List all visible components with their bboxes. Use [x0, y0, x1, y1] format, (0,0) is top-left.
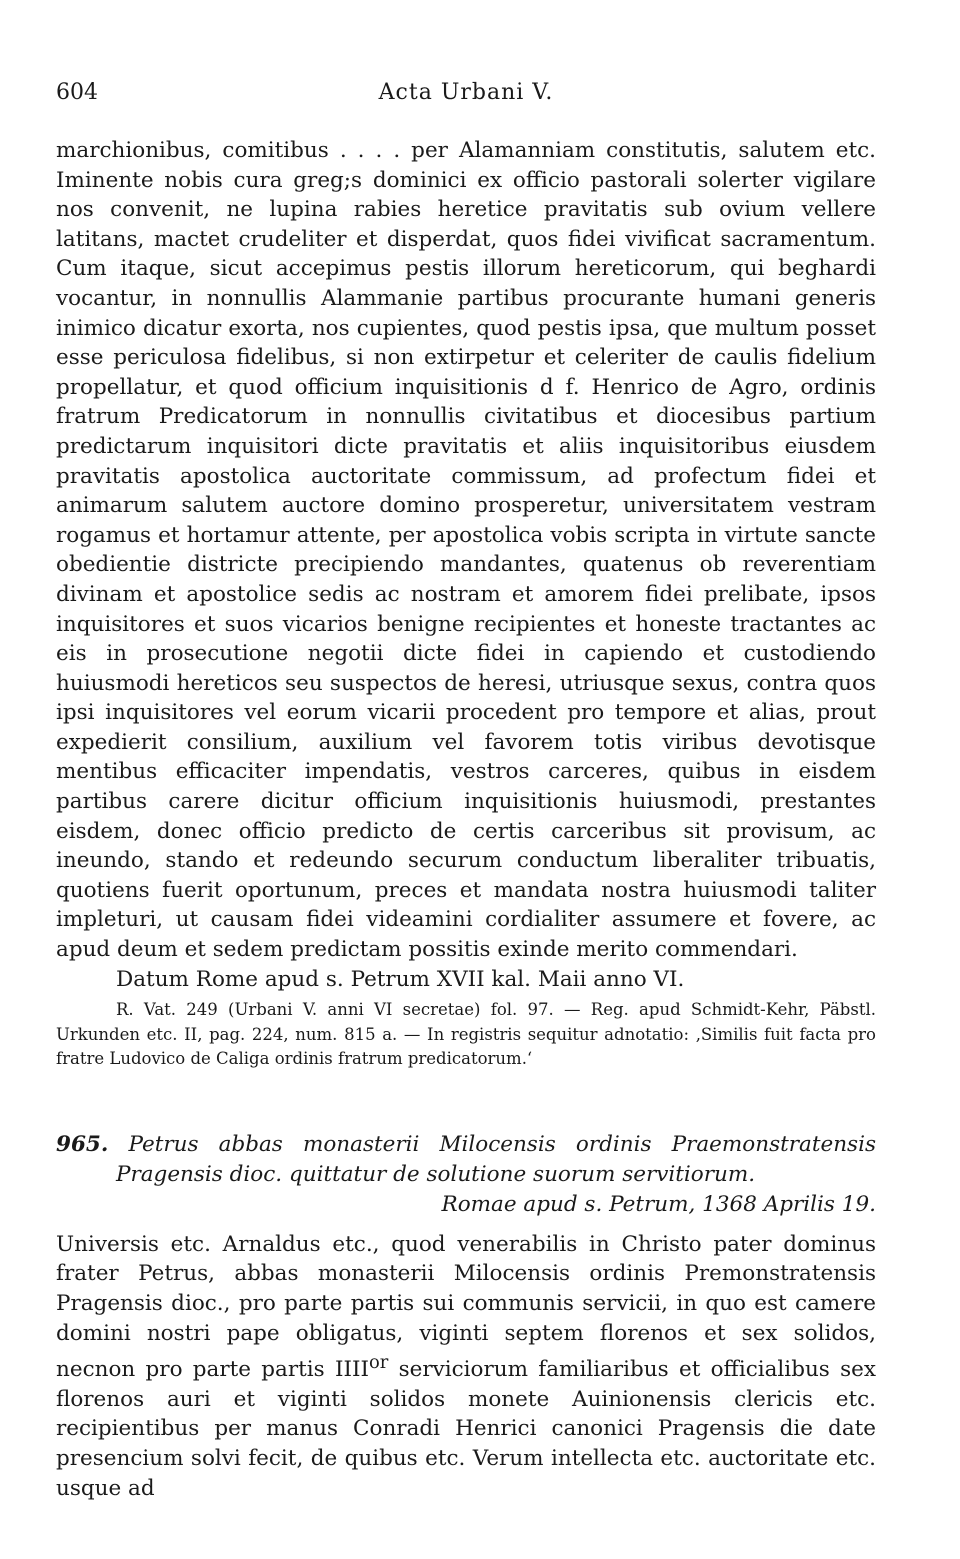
document-964-datum: Datum Rome apud s. Petrum XVII kal. Maii anno VI. [116, 966, 685, 992]
page-body [56, 136, 876, 1503]
document-965-date: Romae apud s. Petrum, 1368 Aprilis 19. [441, 1191, 876, 1217]
document-965-text-part1: Universis etc. Arnaldus etc., quod venerabilis in Christo pater dominus frater Petrus, abbas monasterii Milocensis ordinis Premonstratensis Pragensis dioc., pro parte partis sui communis servicii, in quo est camere domini nostri pape obligatus, viginti septem florenos et sex solidos, necnon pro parte partis IIII [56, 1231, 876, 1383]
document-965-superscript: or [368, 1352, 389, 1374]
document-965-text-part2: serviciorum familiaribus et officialibus sex florenos auri et viginti solidos monete Auinionensis clericis etc. recipientibus per manus Conradi Henrici canonici Pragensis die date presencium solvi fecit, de quibus etc. Verum intellecta etc. auctoritate etc. usque ad [56, 1357, 876, 1501]
document-965-heading [56, 1130, 876, 1190]
document-965-text [56, 1230, 876, 1504]
running-head [56, 80, 876, 114]
page-number: 604 [56, 80, 98, 105]
document-965-number: 965. [56, 1131, 109, 1157]
document-964-source-note: R. Vat. 249 (Urbani V. anni VI secretae) fol. 97. — Reg. apud Schmidt-Kehr, Päbstl. Urkunden etc. II, pag. 224, num. 815 a. — In registris sequitur adnotatio: ‚Similis fuit facta pro fratre Ludovico de Caliga ordinis fratrum predicatorum.‘ [56, 1000, 876, 1069]
running-title: Acta Urbani V. [378, 80, 554, 105]
document-965-heading-text: Petrus abbas monasterii Milocensis ordinis Praemonstratensis Pragensis dioc. quittatur de solutione suorum servitiorum. [116, 1131, 876, 1187]
document-964-text: marchionibus, comitibus . . . . per Alamanniam constitutis, salutem etc. Iminente nobis cura greg;s dominici ex officio pastorali solerter vigilare nos convenit, ne lupina rabies heretice pravitatis sub ovium vellere latitans, mactet crudeliter et disperdat, quos fidei vivificat sacramentum. Cum itaque, sicut accepimus pestis illorum hereticorum, qui beghardi vocantur, in nonnullis Alammanie partibus procurante humani generis inimico dicatur exorta, nos cupientes, quod pestis ipsa, que multum posset esse periculosa fidelibus, si non extirpetur et celeriter de caulis fidelium propellatur, et quod officium inquisitionis d f. Henrico de Agro, ordinis fratrum Predicatorum in nonnullis civitatibus et diocesibus partium predictarum inquisitori dicte pravitatis et aliis inquisitoribus eiusdem pravitatis apostolica auctoritate commissum, ad profectum fidei et animarum salutem auctore domino prosperetur, universitatem vestram rogamus et hortamur attente, per apostolica vobis scripta in virtute sancte obedientie districte precipiendo mandantes, quatenus ob reverentiam divinam et apostolice sedis ac nostram et amorem fidei prelibate, ipsos inquisitores et suos vicarios benigne recipientes et honeste tractantes ac eis in prosecutione negotii dicte fidei in capiendo et custodiendo huiusmodi hereticos seu suspectos de heresi, utriusque sexus, contra quos ipsi inquisitores vel eorum vicarii procedent pro tempore et alias, prout expedierit consilium, auxilium vel favorem totis viribus devotisque mentibus efficaciter impendatis, vestros carceres, quibus in eisdem partibus carere dicitur officium inquisitionis huiusmodi, prestantes eisdem, donec officio predicto de certis carceribus sit provisum, ac ineundo, stando et redeundo securum conductum liberaliter tribuatis, quotiens fuerit oportunum, preces et mandata nostra huiusmodi taliter impleturi, ut causam fidei videamini cordialiter assumere et fovere, ac apud deum et sedem predictam possitis exinde merito commendari. [56, 138, 876, 963]
